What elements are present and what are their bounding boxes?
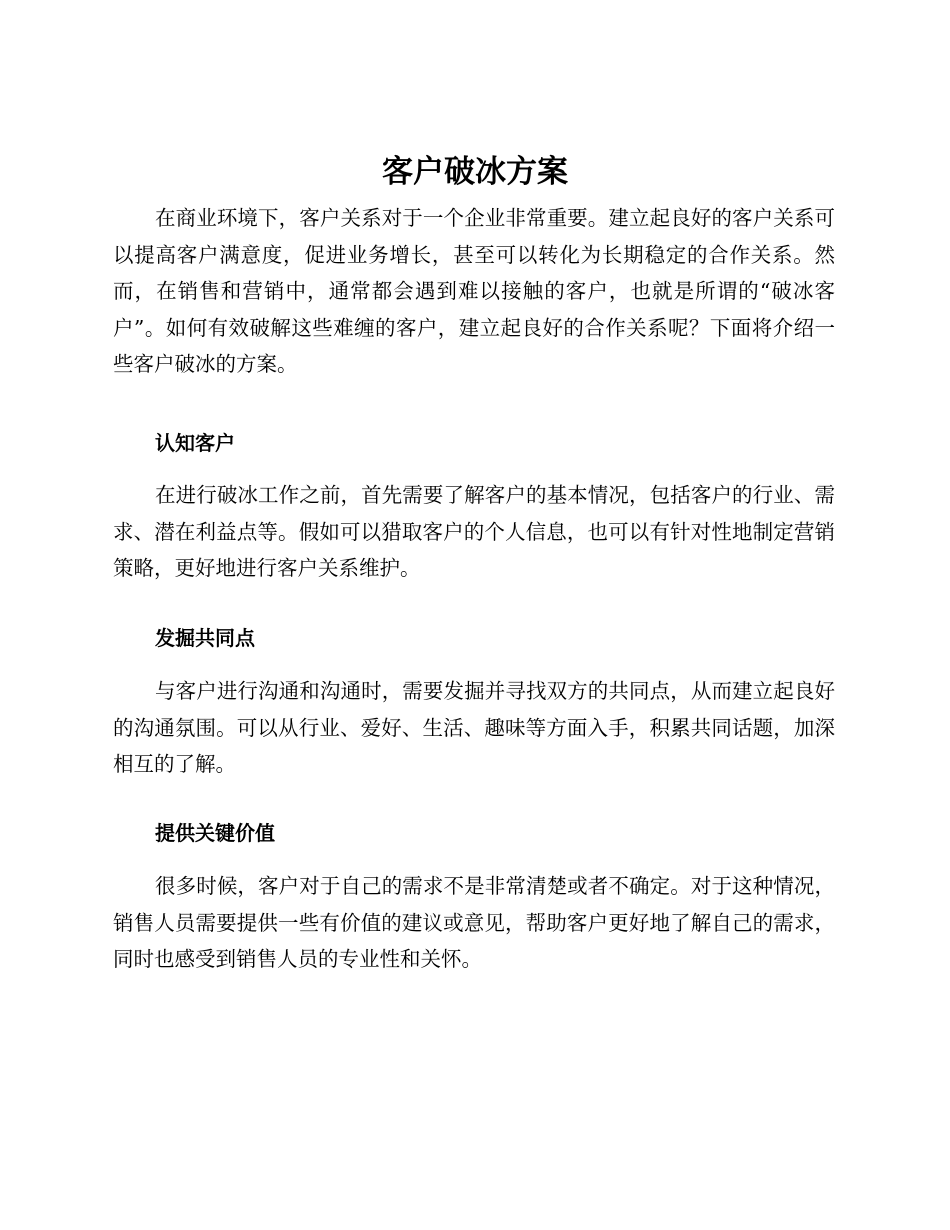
section-body-key-value: 很多时候，客户对于自己的需求不是非常清楚或者不确定。对于这种情况，销售人员需要提供一些有价值的建议或意见，帮助客户更好地了解自己的需求，同时也感受到销售人员的专业性和关怀。: [113, 874, 835, 971]
section-body-common-ground: 与客户进行沟通和沟通时，需要发掘并寻找双方的共同点，从而建立起良好的沟通氛围。可以从行业、爱好、生活、趣味等方面入手，积累共同话题，加深相互的了解。: [113, 679, 835, 776]
section-heading-understand-customer: 认知客户: [155, 431, 235, 455]
section-heading-key-value: 提供关键价值: [155, 821, 275, 845]
section-body-understand-customer: 在进行破冰工作之前，首先需要了解客户的基本情况，包括客户的行业、需求、潜在利益点等。假如可以猎取客户的个人信息，也可以有针对性地制定营销策略，更好地进行客户关系维护。: [113, 483, 835, 580]
section-heading-common-ground: 发掘共同点: [155, 626, 255, 650]
intro-paragraph: 在商业环境下，客户关系对于一个企业非常重要。建立起良好的客户关系可以提高客户满意度，促进业务增长，甚至可以转化为长期稳定的合作关系。然而，在销售和营销中，通常都会遇到难以接触的客户，也就是所谓的“破冰客户”。如何有效破解这些难缠的客户，建立起良好的合作关系呢？下面将介绍一些客户破冰的方案。: [113, 206, 835, 376]
document-title: 客户破冰方案: [382, 154, 568, 190]
